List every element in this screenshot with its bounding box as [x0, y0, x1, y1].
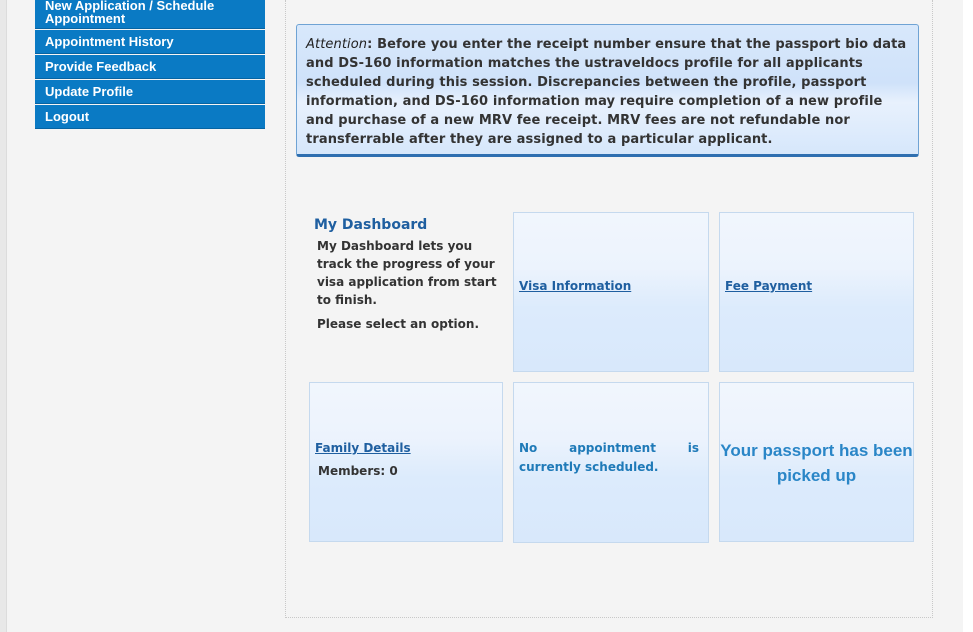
- tile-fee-payment: [719, 212, 914, 372]
- dashboard-description: My Dashboard lets you track the progress of your visa application from start to finish.: [317, 239, 497, 307]
- tile-passport-status: [719, 382, 914, 542]
- attention-text: : Before you enter the receipt number ensure that the passport bio data and DS-160 information matches the ustraveldocs profile for all applicants scheduled during this session. Discrepancies between the profile, passport information, and DS-160 information may require completion of a new profile and purchase of a new MRV fee receipt. MRV fees are not refundable nor transferrable after they are assigned to a particular applicant.: [306, 37, 907, 147]
- tile-family-details: [309, 382, 503, 542]
- sidebar-item-appointment-history[interactable]: [35, 30, 265, 54]
- family-details-link[interactable]: Family Details: [315, 441, 411, 455]
- dashboard-title: My Dashboard: [314, 217, 428, 233]
- sidebar-item-logout[interactable]: [35, 105, 265, 129]
- sidebar-item-provide-feedback[interactable]: [35, 55, 265, 79]
- dashboard-prompt: Please select an option.: [317, 317, 480, 331]
- sidebar-item-update-profile[interactable]: [35, 80, 265, 104]
- family-members-count: Members: 0: [318, 464, 398, 478]
- sidebar-item-label: Provide Feedback: [45, 59, 157, 74]
- passport-status-text: Your passport has been picked up: [720, 441, 913, 485]
- dashboard-intro: [314, 217, 499, 331]
- scroll-gutter: [963, 0, 973, 632]
- fee-payment-link[interactable]: Fee Payment: [725, 279, 813, 293]
- sidebar-item-new-application[interactable]: [35, 0, 265, 29]
- sidebar-nav: [35, 0, 265, 130]
- sidebar-item-label: Appointment History: [45, 34, 174, 49]
- tile-appointment-status: [513, 382, 709, 543]
- visa-information-link[interactable]: Visa Information: [519, 279, 632, 293]
- sidebar-item-label: Update Profile: [45, 84, 134, 99]
- sidebar-item-label: New Application / Schedule Appointment: [45, 0, 215, 26]
- appointment-status-text: No appointment is currently scheduled.: [519, 441, 699, 474]
- attention-notice: [296, 24, 919, 157]
- sidebar-item-label: Logout: [45, 109, 90, 124]
- tile-visa-information: [513, 212, 709, 372]
- attention-prefix: Attention: [306, 37, 368, 52]
